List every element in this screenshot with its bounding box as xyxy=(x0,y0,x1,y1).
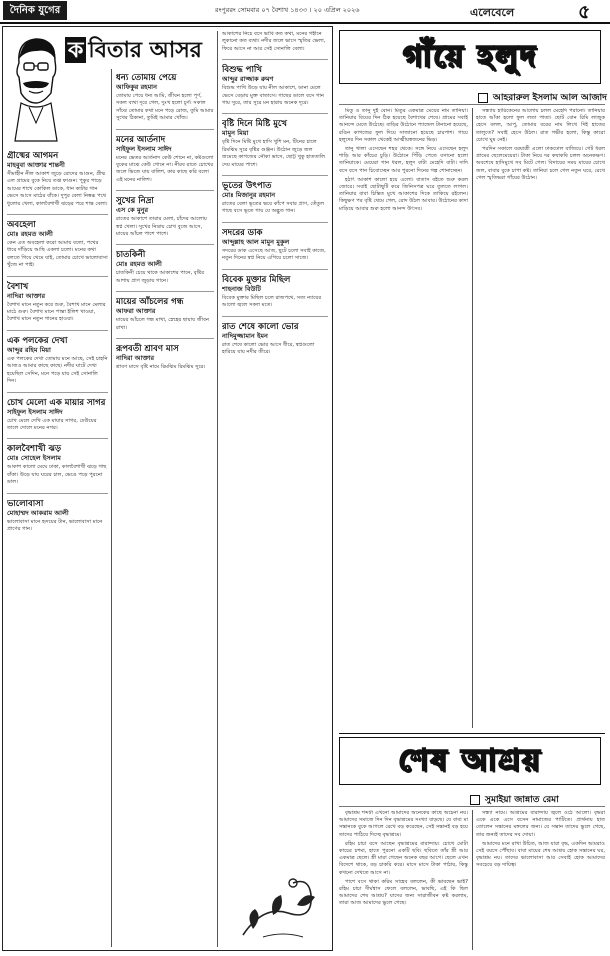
article-paragraph: তানু খালা এসেছেন শহর থেকে। সঙ্গে নিয়ে এসেছেন হলুদ শাড়ি আর কাঁচের চুড়ি। উঠোনে পিঁড়ি পেতে বসানো হলো তানিয়াকে। মেয়েরা গান ধরল, হলুদ বাটা মেহেদি বাটা। দাদি বসে বসে পান চিবোচ্ছেন আর পুরনো দিনের গল্প শোনাচ্ছেন। xyxy=(339,146,468,174)
poem-text: রাতের আকাশে তারার মেলা, চাঁদের আলোয় স্বপ্ন খেলা। সুখের নিদ্রায় চোখ বুজে আসে, মায়ের আঁচল পাশে পাশে। xyxy=(116,216,207,238)
poem xyxy=(222,31,328,53)
poem-text: বৃষ্টি দিনে মিষ্টি মুখে হাসি খুশি মন, টিনের চালে রিমঝিম সুরে বৃষ্টির গুঞ্জন। উঠোন জুড়ে জল জমেছে কাগজের নৌকা ভাসে, ছোট্ট খুকু হাততালি দেয় মায়ের পাশে। xyxy=(222,139,326,168)
poetry-section-title: ক বিতার আসর xyxy=(65,33,202,70)
section-name: এলেবেলে xyxy=(470,6,515,19)
poem-divider xyxy=(116,244,214,245)
poetry-column-3 xyxy=(222,31,328,861)
poem-text: বিশুদ্ধ পাখি উড়ে যায় নীল আকাশে, ডানা মেলে ভেসে বেড়ায় মুক্ত বাতাসে। গাছের ডালে বসে গান গায় সুরে, তার সুরে মন হারায় অনেক দূরে। xyxy=(222,85,325,107)
poem-author: মোঃ রহমত আলী xyxy=(7,230,53,239)
column-divider xyxy=(472,810,473,950)
poem xyxy=(222,275,328,310)
poem-text: সদরের ডাক এসেছে আজ, ছুটে চলো সবাই কাজে, নতুন দিনের স্বপ্ন নিয়ে এগিয়ে চলো সাজে। xyxy=(222,247,326,262)
poem-text: এক পলকের দেখা তোমায় মনে আছে, সেই চাহনি আজও আমার কাছে কাছে। নদীর ঘাটে দেখা হয়েছিল সেদিন, মনে পড়ে যায় সেই সোনালি দিন। xyxy=(7,355,108,385)
poem-author: আব্দুর রাজ্জাক রুমণ xyxy=(222,75,274,84)
article-paragraph: সন্ধ্যা নামে। আশ্রমের বারান্দায় জ্বলে ওঠে আলো। বৃদ্ধরা একে একে এসে বসেন নামাজের পাটিতে। প্রার্থনায় হাত তোলেন সন্তানের মঙ্গলের জন্য। যে সন্তান তাদের ভুলে গেছে, তার জন্যই তাদের সব দোয়া। xyxy=(476,810,605,838)
poem-divider xyxy=(116,190,214,191)
poem-title: বৈশাখ xyxy=(7,281,29,292)
poem xyxy=(7,282,108,324)
article-1-column-2 xyxy=(476,108,605,728)
poetry-column-1 xyxy=(7,151,108,946)
poem-author: এস কে মুনুর xyxy=(116,206,149,215)
poem-divider xyxy=(222,316,328,317)
poem-text: আকাশ কালো মেঘে ঢাকা, কালবৈশাখী ঝড়ে গাছ বাঁকা। উড়ে যায় ঘরের চাল, ভেঙে পড়ে পুরনো ডাল। xyxy=(7,464,107,486)
poem-divider xyxy=(222,175,328,176)
poem-title: চাতকিনী xyxy=(116,250,146,261)
article-1-title-banner: গাঁয়ে হলুদ xyxy=(339,30,601,84)
poem-author: মোঃ সোহেল ইসলাম xyxy=(7,454,61,463)
poem-divider xyxy=(7,330,108,331)
poem-title: বিবেক মুক্তার মিছিল xyxy=(222,274,291,285)
poem xyxy=(116,344,214,371)
article-paragraph: মিতু ও তানু দুই বোন। মিতুর একমাত্র মেয়ের নাম তানিয়া। তানিয়ার বিয়ের দিন ঠিক হয়েছে বৈশাখের শেষে। গ্রামের সবাই আনন্দে মেতে উঠেছে। বাড়ির উঠোনে প্যান্ডেল টানানো হয়েছে, রঙিন কাগজের ফুল দিয়ে সাজানো হয়েছে চারপাশ। গায়ে হলুদের দিন সকাল থেকেই আত্মীয়স্বজনের ভিড়। xyxy=(339,108,468,143)
poem xyxy=(7,220,108,270)
poem-divider xyxy=(7,214,108,215)
poem-title: রূপবতী শ্রাবণ মাস xyxy=(116,344,179,355)
article-1-byline: আহরারুল ইসলাম আল আজাদ xyxy=(478,90,607,105)
poem-title: মনের আর্তনাদ xyxy=(116,134,166,145)
column-divider xyxy=(472,108,473,728)
article-paragraph: হঠাৎ আকাশ কালো হয়ে এলো। বাতাস বইতে শুরু করল জোরে। সবাই ছোটাছুটি করে জিনিসপত্র ঘরে তুলতে লাগল। তানিয়ার বাবা চিন্তিত মুখে আকাশের দিকে তাকিয়ে রইলেন। কিছুক্ষণ পর বৃষ্টি থেমে গেল, রোদ উঠল আবার। উঠোনের কাদা মাড়িয়ে আবার শুরু হলো আনন্দ উৎসব। xyxy=(339,176,468,212)
poem-author: নাদিরা আক্তার xyxy=(116,354,155,363)
poem-text: রাতের বেলা ভূতের ভয়ে কাঁপে সবার প্রাণ, তেঁতুল গাছে বসে ভূতে গায় যে অদ্ভুত গান। xyxy=(222,201,325,215)
article-paragraph: পরদিন সকালে বরযাত্রী এলো ঢাকঢোল বাজিয়ে। গেট ধরল গ্রামের ছেলেমেয়েরা। টাকা নিয়ে দর কষাকষি চলল অনেকক্ষণ। অবশেষে হাসিমুখে সব মিটে গেল। বিদায়ের সময় মায়ের চোখে জল, বাবার বুকে চাপা কষ্ট। তানিয়া চলে গেল নতুন ঘরে, রেখে গেল স্মৃতিভরা গাঁয়ের উঠোন। xyxy=(476,146,605,181)
poem-title: অবহেলা xyxy=(7,220,36,231)
poem-title: ভূতের উৎপাত xyxy=(222,181,272,192)
poem xyxy=(116,297,214,332)
page-number: ৫ xyxy=(578,1,591,23)
article-paragraph: রহিম চাচা বসে আছেন বৃদ্ধাশ্রমের বারান্দায়। চোখে মোটা কাচের চশমা, হাতে পুরনো একটি ছবি। ছবিতে তাঁর স্ত্রী আর একমাত্র ছেলে। স্ত্রী মারা গেছেন অনেক বছর আগে। ছেলে এখন বিদেশে থাকে, বড় চাকরি করে। মাসে মাসে টাকা পাঠায়, কিন্তু কখনো দেখতে আসে না। xyxy=(339,840,468,876)
square-box-icon xyxy=(478,93,488,103)
poem xyxy=(116,196,214,238)
poet-caricature-icon xyxy=(9,33,63,145)
poem-title: সুখের নিদ্রা xyxy=(116,196,154,207)
article-paragraph: বৃদ্ধাশ্রম শব্দটা এখনো আমাদের অনেকের কাছে অচেনা নয়। আমাদের সমাজে দিন দিন বৃদ্ধাশ্রমের সংখ্যা বাড়ছে। যে বাবা মা সন্তানকে বুকে আগলে রেখে বড় করেছেন, সেই সন্তানই বড় হয়ে তাদের পাঠিয়ে দিচ্ছে বৃদ্ধাশ্রমে। xyxy=(339,810,468,838)
rule xyxy=(339,733,605,734)
column-divider xyxy=(111,69,112,947)
poem-author: আব্দুল্লাহ আল মামুন মুকুল xyxy=(222,237,290,246)
article-2-column-1 xyxy=(339,810,468,950)
article-paragraph: সন্ধ্যায় হারিকেনের আলোয় চলল মেহেদি পরানো। তানিয়ার হাতে আঁকা হলো ফুল লতা পাতা। ছোট বোন রিমি লাজুক হেসে বলল, আপু, তোমার বরের নাম লিখে দিই হাতের তালুতে? সবাই হেসে উঠল। রাত গভীর হলো, কিন্তু কারো চোখে ঘুম নেই। xyxy=(476,108,605,143)
article-2-title-banner: শেষ আশ্রয় xyxy=(339,737,601,785)
poem-author: মামুন মিয়া xyxy=(222,129,249,138)
poem-author: মোহাম্মদ আকরাম আলী xyxy=(7,508,69,517)
poem-text: শ্রাবণ মাসে বৃষ্টি নামে রিমঝিম রিমঝিম সুরে। xyxy=(116,364,206,371)
article-paragraph: আমাদের মনে রাখা উচিত, আজ যারা বৃদ্ধ, একদিন আমরাও সেই বয়সে পৌঁছাব। বাবা মায়ের শেষ আশ্রয় হোক সন্তানের ঘর, বৃদ্ধাশ্রম নয়। তাদের ভালোবাসা আর সেবাই হোক আমাদের সবচেয়ে বড় দায়িত্ব। xyxy=(476,840,605,869)
poem xyxy=(116,250,214,285)
article-paragraph: পাশে বসে থাকা করিম সাহেব বললেন, কী ভাবছেন ভাই? রহিম চাচা দীর্ঘশ্বাস ফেলে বললেন, ভাবছি, এই কি ছিল আমাদের শেষ আশ্রয়? যাদের জন্য সারাজীবন কষ্ট করলাম, তারা আজ আমাদের ভুলে গেছে। xyxy=(339,878,468,907)
poem-title: এক পলকের দেখা xyxy=(7,335,68,346)
poem-author: নাদিমুজ্জামান ইমন xyxy=(222,331,268,340)
poem-text: চোখ মেলে দেখি এক মায়ার সাগর, ঢেউয়ের তালে দোলে মনের নগর। xyxy=(7,417,97,431)
poem xyxy=(7,336,108,386)
poem-author: সাইফুল ইসলাম সাঈদ xyxy=(116,144,172,153)
poem-title: মায়ের আঁচলের গন্ধ xyxy=(116,297,184,308)
poem-author: মাহবুবা আক্তার শান্তনী xyxy=(7,161,65,169)
article-2-byline: সুমাইয়া জান্নাত রেমা xyxy=(470,792,559,807)
poem-title: ভালোবাসা xyxy=(7,498,44,509)
poem-divider xyxy=(7,438,108,439)
poem-author: আফরা আক্তার xyxy=(116,307,156,316)
poem-divider xyxy=(116,129,214,130)
poem xyxy=(7,499,108,534)
rule xyxy=(339,806,605,807)
poem-title: সদরের ডাক xyxy=(222,227,263,238)
poem-title: চোখ মেলো এক মায়ার সাগর xyxy=(7,397,106,408)
dateline: রংপুররং সোমবার ০৭ বৈশাখ ১৪৩৩ । ২০ এপ্রিল ২০২৬ xyxy=(215,6,360,14)
poem xyxy=(116,73,214,123)
page-header xyxy=(0,0,610,35)
poem xyxy=(7,398,108,433)
poem-author: সাইফুল ইসলাম সাঈদ xyxy=(7,407,63,416)
poem-text: রাত শেষে কালো ভোর আসে ধীরে, স্বপ্নগুলো হারিয়ে যায় নদীর তীরে। xyxy=(222,341,315,355)
poem-text: আকাশের নিচে বসে ভাবি কত কথা, মনের গহীনে লুকানো কত ব্যথা। নদীর জলে ভাসে স্মৃতির ভেলা, ফিরে আসে না আর সেই সোনালি বেলা। xyxy=(222,31,326,52)
poem-author: মোঃ রহমত আলী xyxy=(116,260,162,269)
poem-text: কেন এত অবহেলা করো আমায় বলো, পথের ধারে দাঁড়িয়ে আছি একলা চলো। মনের কথা বলতে গিয়ে থেমে যাই, তোমার চোখে ভালোবাসা খুঁজে না পাই। xyxy=(7,240,108,269)
square-box-icon xyxy=(470,795,480,805)
poem-text: বৈশাখ মানে নতুন করে শুরু, বৈশাখ মানে মেলার মাঠে গুরু। বৈশাখ মানে পান্তা ইলিশ খাওয়া, বৈশাখ মানে নতুন গানের হাওয়া। xyxy=(7,301,106,323)
floral-ornament-icon xyxy=(233,865,323,945)
poem xyxy=(222,65,328,107)
poem-title: রাত শেষে কালো ভোর xyxy=(222,321,299,332)
poem-author: মোঃ মিজানুর রহমান xyxy=(222,191,276,200)
poem-title: বিশুদ্ধ পাখি xyxy=(222,65,262,76)
poem xyxy=(222,181,328,216)
poem-text: ভালোবাসা মানে হৃদয়ের টান, ভালোবাসা মানে প্রাণের গান। xyxy=(7,518,103,532)
newspaper-logo: দৈনিক যুগের আলো xyxy=(3,1,67,20)
poem xyxy=(222,322,328,357)
poem xyxy=(222,228,328,263)
poem-author: আফিকুর রহমান xyxy=(116,83,157,91)
poem-text: তোমায় পেয়ে ধন্য আমি, জীবন হলো পূর্ণ, সকল ব্যথা দূরে গেল, দুঃখ হলো চূর্ণ। সকাল সাঁঝে তোমার কথা মনে পড়ে রোজ, তুমি আমার সুখের ঠিকানা, তুমিই আমার খোঁজ। xyxy=(116,93,214,122)
poem xyxy=(7,151,108,208)
poem-divider xyxy=(7,392,108,393)
poem xyxy=(222,119,328,169)
poem-divider xyxy=(7,276,108,277)
poem-text: বিবেক মুক্তার মিছিল চলে রাজপথে, সত্য ন্যায়ের আলো জ্বলে সকল মতে। xyxy=(222,294,322,309)
poem-title: ধন্য তোমায় পেয়ে xyxy=(116,73,177,83)
poem-divider xyxy=(222,269,328,270)
poem-divider xyxy=(222,222,328,223)
poem-author: আব্দুর রহিম মিয়া xyxy=(7,345,51,354)
poem-divider xyxy=(222,59,328,60)
poem-text: মায়ের আঁচলে গন্ধ মাখা, স্নেহের ছায়ায় জীবন রাখা। xyxy=(116,317,209,331)
poem-divider xyxy=(222,113,328,114)
column-divider xyxy=(217,31,218,947)
poetry-column-2 xyxy=(116,73,214,946)
article-1-column-1 xyxy=(339,108,468,728)
poem-divider xyxy=(116,291,214,292)
poem-text: সীমাহীন নীল আকাশ জুড়ে রোদের আগুন, গ্রীষ্ম এল গ্রামের বুকে নিয়ে তপ্ত ফাগুন। পুকুর পাড়ে আমের শাখে কোকিল ডাকে, ধান কাটার গান ভেসে আসে মাঠের বাঁকে। দুপুর বেলা নিস্তব্ধ পথে ধুলোর খেলা, কালবৈশাখী ঝড়ের পরে শান্ত বেলা। xyxy=(7,171,108,207)
poem xyxy=(116,135,214,185)
article-2-column-2 xyxy=(476,810,605,950)
poem-title: কালবৈশাখী ঝড় xyxy=(7,444,62,455)
poem-author: নাদিরা আক্তার xyxy=(7,291,46,300)
poem-divider xyxy=(116,338,214,339)
poem-author: শাহনাজ বিউটি xyxy=(222,284,261,293)
poem-divider xyxy=(7,493,108,494)
poem xyxy=(7,444,108,486)
poem-title: গ্রীষ্মের আগমন xyxy=(7,151,59,161)
poem-text: চাতকিনী চেয়ে থাকে আকাশের পানে, বৃষ্টির আশায় প্রাণ জুড়ায় গানে। xyxy=(116,270,205,284)
poem-title: বৃষ্টি দিনে মিষ্টি মুখে xyxy=(222,119,287,130)
rule xyxy=(339,104,605,105)
poem-text: মনের ভেতর আর্তনাদ কেউ শোনে না, কষ্টগুলো বুকের মাঝে কেউ গোনে না। নীরব রাতে চোখের জলে ভিজে যায় বালিশ, কার কাছে করি বলো এই মনের নালিশ। xyxy=(116,154,214,183)
poetry-section xyxy=(2,26,333,951)
